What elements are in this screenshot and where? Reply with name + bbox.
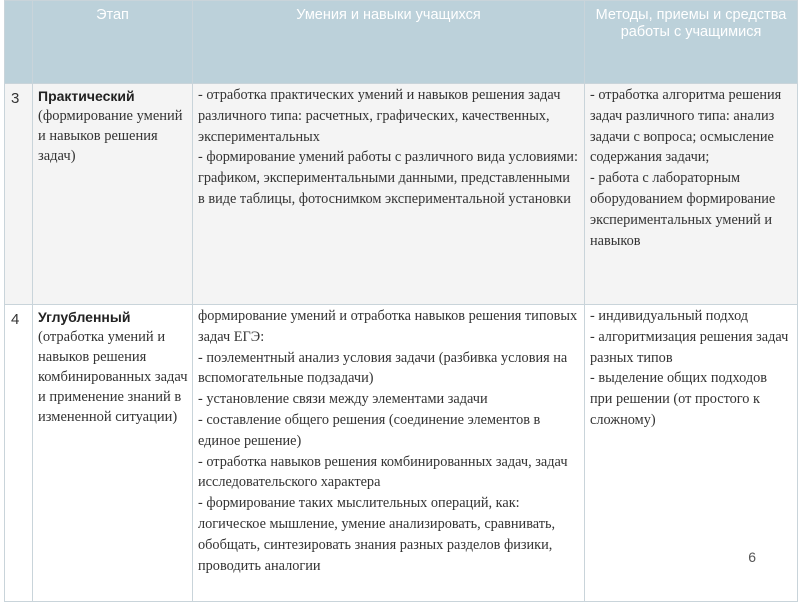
table-row (5, 84, 798, 305)
skill-item: - установление связи между элементами задачи (198, 391, 488, 408)
skill-item: - формирование таких мыслительных операций, как: логическое мышление, умение анализировать, сравнивать, обобщать, синтезировать знания разных разделов физики, проводить аналогии (198, 495, 556, 574)
skill-item: - формирование умений работы с различного вида условиями: графиком, экспериментальными данными, представленными в виде таблицы, фотоснимком экспериментальной установки (198, 149, 578, 207)
methods-cell (585, 84, 798, 305)
table-header-row (5, 1, 798, 84)
header-methods: Методы, приемы и средства работы с учащимися (585, 1, 798, 84)
stage-cell (33, 84, 193, 305)
stage-title: Практический (38, 88, 135, 104)
table-row (5, 305, 798, 602)
row-number: 4 (11, 311, 20, 328)
stage-description: (отработка умений и навыков решения комбинированных задач и применение знаний в измененной ситуации) (38, 329, 188, 425)
skill-item: - составление общего решения (соединение элементов в единое решение) (198, 411, 541, 449)
skill-item: - отработка навыков решения комбинированных задач, задач исследовательского характера (198, 453, 568, 491)
header-stage: Этап (33, 1, 193, 84)
row-number-cell (5, 84, 33, 305)
methods-table (4, 0, 798, 602)
method-item: - отработка алгоритма решения задач различного типа: анализ задачи с вопроса; осмысление содержания задачи; (590, 87, 782, 166)
method-item: - алгоритмизация решения задач разных типов (590, 328, 789, 366)
skills-cell (193, 305, 585, 602)
method-item: - выделение общих подходов при решении (от простого к сложному) (590, 370, 767, 428)
skills-cell (193, 84, 585, 305)
method-item: - работа с лабораторным оборудованием формирование экспериментальных умений и навыков (590, 170, 776, 249)
header-skills: Умения и навыки учащихся (193, 1, 585, 84)
skill-item: - поэлементный анализ условия задачи (разбивка условия на вспомогательные подзадачи) (198, 349, 568, 387)
method-item: - индивидуальный подход (590, 308, 749, 324)
skill-item: - отработка практических умений и навыков решения задач различного типа: расчетных, графических, качественных, экспериментальных (198, 87, 561, 145)
page-number: 6 (748, 549, 756, 565)
stage-description: (формирование умений и навыков решения задач) (38, 108, 183, 164)
stage-title: Углубленный (38, 309, 131, 325)
skill-item: формирование умений и отработка навыков решения типовых задач ЕГЭ: (198, 308, 578, 345)
row-number-cell (5, 305, 33, 602)
stage-cell (33, 305, 193, 602)
methods-cell (585, 305, 798, 602)
header-number-cell (5, 1, 33, 84)
row-number: 3 (11, 90, 20, 107)
